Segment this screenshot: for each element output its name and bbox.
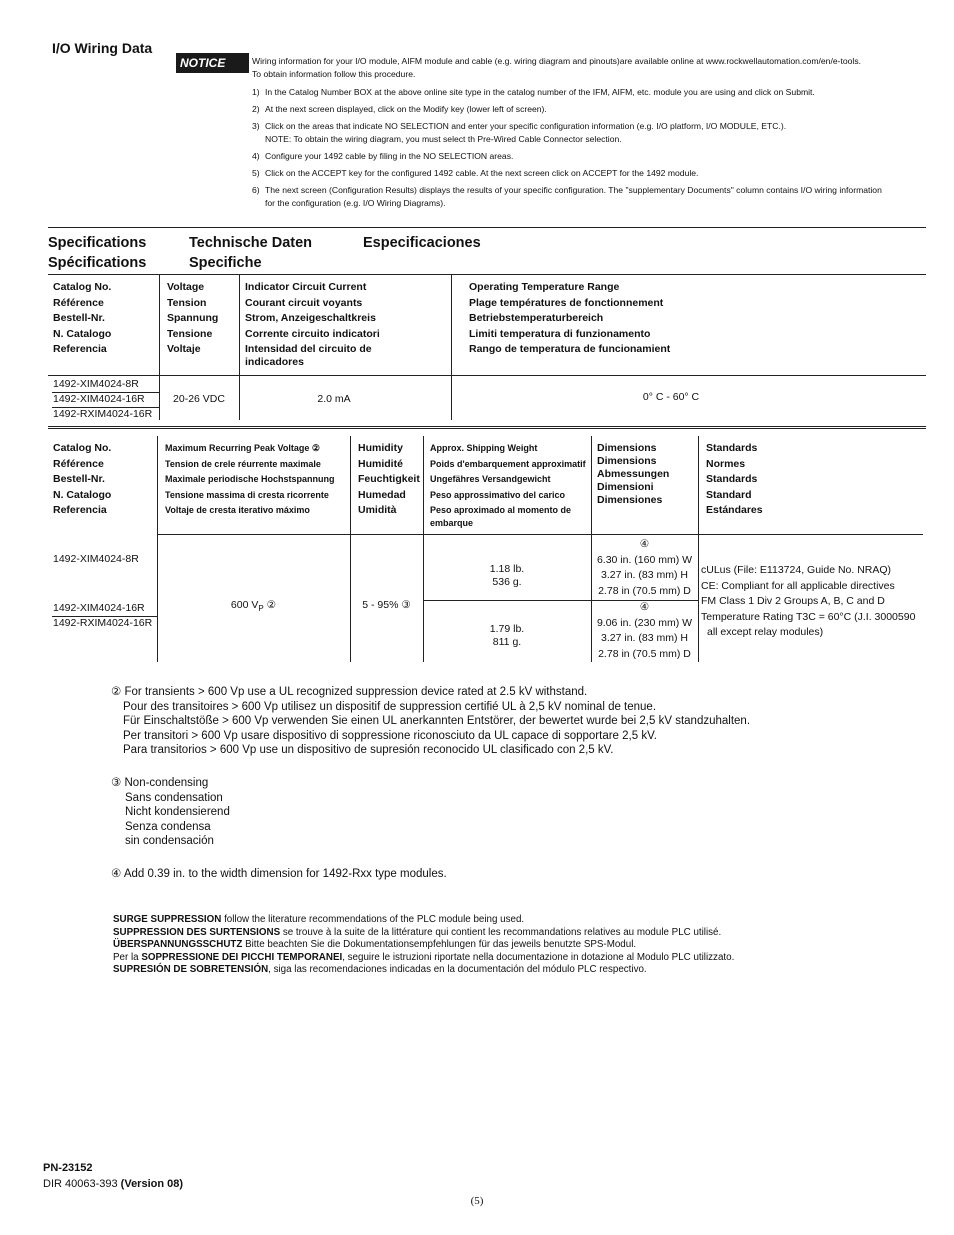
table2-divider [350, 436, 351, 662]
header-line: Strom, Anzeigeschaltkreis [245, 312, 376, 324]
step-text: Configure your 1492 cable by filing in the NO SELECTION areas. [265, 151, 514, 161]
notice-line: Wiring information for your I/O module, AIFM module and cable (e.g. wiring diagram and pinouts)are available online at www.rockwellautomation.com/en/e-tools. [252, 56, 862, 66]
step-text: The next screen (Configuration Results) displays the results of your specific configuration. The "supplementary Documents" column contains I/O wiring information [265, 185, 882, 195]
header-line: Poids d'embarquement approximatif [430, 458, 586, 469]
version-label: (Version 08) [120, 1178, 184, 1190]
surge-term: SOPPRESSIONE DEI PICCHI TEMPORANEI [141, 951, 343, 963]
header-line: Tension de crele réurrente maximale [165, 458, 321, 469]
header-line: Intensidad del circuito de [245, 343, 372, 355]
footnote-4: ④ Add 0.39 in. to the width dimension for 1492-Rxx type modules. [111, 868, 447, 880]
dimensions-row2 [591, 600, 698, 662]
footnote-3 [111, 776, 230, 849]
document-id [43, 1178, 183, 1190]
header-line: Corrente circuito indicatori [245, 327, 380, 340]
table2-header-standards [706, 441, 763, 519]
header-line: Humidité [358, 457, 403, 470]
dimension-depth: 2.78 in (70.5 mm) D [598, 647, 691, 660]
header-line: Maximale periodische Hochstspannung [165, 474, 335, 485]
table1-catalog-cell [53, 377, 139, 392]
dimension-width: 9.06 in. (230 mm) W [596, 616, 693, 629]
table1-catalog-cell [53, 392, 145, 407]
header-line: Rango de temperatura de funcionamient [469, 343, 671, 355]
spec-heading-en: Specifications [48, 235, 147, 251]
note-line: sin condensación [125, 835, 214, 848]
standard-line: FM Class 1 Div 2 Groups A, B, C and D [701, 595, 885, 607]
step-text-note: NOTE: To obtain the wiring diagram, you must select th Pre-Wired Cable Connector selection. [265, 134, 622, 144]
header-line: Plage températures de fonctionnement [469, 296, 664, 309]
note-line: ② For transients > 600 Vp use a UL recognized suppression device rated at 2.5 kV withstand. [111, 686, 588, 698]
table1-header-voltage [167, 280, 218, 358]
header-line: Abmessungen [597, 468, 670, 480]
header-line: Bestell-Nr. [53, 312, 105, 324]
peak-voltage-sub: P [258, 604, 264, 614]
catalog-number: 1492-XIM4024-16R [53, 393, 145, 405]
header-line: Dimensioni [597, 481, 654, 493]
dir-number: DIR 40063-393 [43, 1178, 121, 1190]
notice-text [252, 55, 922, 81]
table2-header-dimensions [597, 442, 669, 507]
step-item [252, 167, 922, 180]
surge-text: Bitte beachten Sie die Dokumentationsempfehlungen für das jeweils benutzte SPS-Modul. [242, 939, 637, 951]
dimension-depth: 2.78 in (70.5 mm) D [598, 584, 691, 597]
header-line: Référence [53, 296, 104, 309]
note-line: Nicht kondensierend [125, 806, 230, 819]
header-line: N. Catalogo [53, 327, 112, 340]
page-number: (5) [470, 1195, 484, 1207]
header-line: Peso aproximado al momento de [430, 505, 572, 516]
header-line: Catalog No. [53, 281, 112, 293]
footnote-marker: ④ [639, 538, 650, 550]
current-value: 2.0 mA [317, 393, 351, 405]
header-line: Approx. Shipping Weight [430, 443, 538, 453]
step-number: 2) [252, 104, 260, 114]
spec-heading-de: Technische Daten [189, 235, 313, 251]
notice-line: To obtain information follow this procedure. [252, 69, 416, 79]
weight-lb: 1.18 lb. [489, 563, 525, 575]
surge-text: se trouve à la suite de la littérature qui contient les recommandations relatives au module PLC utilisé. [280, 926, 722, 938]
surge-text: Per la [113, 951, 142, 963]
header-line: Feuchtigkeit [358, 473, 420, 486]
table2-header-weight [430, 441, 592, 530]
notice-badge: NOTICE [176, 53, 249, 73]
note-line: Sans condensation [125, 791, 223, 804]
note-line: Für Einschaltstöße > 600 Vp verwenden Sie einen UL anerkannten Entstörer, der bewertet wurde bei 2,5 kV standzuhalten. [123, 715, 751, 728]
header-line: indicadores [245, 356, 304, 368]
dimension-height: 3.27 in. (83 mm) H [601, 632, 688, 644]
surge-line-it [113, 952, 933, 965]
step-text: In the Catalog Number BOX at the above online site type in the catalog number of the IFM, AIFM, etc. module you are using and click on Submit. [265, 87, 815, 97]
header-line: Voltaje [167, 343, 201, 355]
note-line: Senza condensa [125, 820, 211, 833]
header-line: Umidità [358, 504, 397, 517]
header-line: Dimensiones [597, 494, 663, 506]
note-line: Para transitorios > 600 Vp use un dispositivo de supresión reconocido UL clasificado con 2,5 kV. [123, 744, 614, 757]
weight-row2 [423, 623, 591, 649]
surge-term: ÜBERSPANNUNGSSCHUTZ [113, 939, 243, 951]
step-number: 5) [252, 168, 260, 178]
step-text: Click on the areas that indicate NO SELECTION and enter your specific configuration information (e.g. I/O platform, I/O MODULE, ETC.). [265, 121, 787, 131]
footnote-marker: ② [266, 599, 277, 611]
spec-heading-fr: Spécifications [48, 255, 147, 271]
humidity-value: 5 - 95% ③ [362, 599, 411, 611]
table2-header-humidity [358, 441, 420, 519]
procedure-steps [252, 86, 922, 214]
header-line: Referencia [53, 504, 107, 516]
surge-suppression-notes [113, 914, 933, 977]
footnote-2 [111, 685, 871, 758]
catalog-number: 1492-XIM4024-8R [53, 378, 139, 390]
standards-value [701, 563, 936, 641]
header-line: embarque [430, 518, 474, 529]
footnote-marker: ④ [639, 601, 650, 613]
table1-header-temperature [469, 280, 670, 358]
table-divider-double [48, 426, 926, 429]
header-line: Bestell-Nr. [53, 473, 105, 485]
step-number: 4) [252, 151, 260, 161]
header-line: Maximum Recurring Peak Voltage ② [165, 443, 320, 453]
temperature-value: 0° C - 60° C [642, 391, 700, 403]
table1-header-border [48, 375, 926, 376]
weight-row1 [423, 563, 591, 589]
weight-g: 536 g. [492, 576, 522, 588]
header-line: Standards [706, 473, 758, 486]
surge-line-es [113, 964, 933, 977]
standard-line: all except relay modules) [707, 626, 824, 638]
weight-g: 811 g. [492, 636, 522, 648]
surge-line-en [113, 914, 933, 927]
surge-text: follow the literature recommendations of the PLC module being used. [221, 914, 525, 925]
header-line: Peso approssimativo del carico [430, 489, 566, 500]
weight-lb: 1.79 lb. [489, 623, 525, 635]
header-line: Dimensions [597, 442, 657, 454]
header-line: Tensione massima di cresta ricorrente [165, 489, 329, 500]
header-line: Catalog No. [53, 442, 112, 454]
header-line: Courant circuit voyants [245, 296, 363, 309]
standard-line: Temperature Rating T3C = 60°C (J.I. 3000590 [701, 610, 916, 623]
header-line: Standard [706, 488, 752, 501]
table1-header-catalog [53, 280, 111, 358]
table2-header-catalog [53, 441, 111, 519]
header-line: Ungefähres Versandgewicht [430, 474, 551, 485]
catalog-number: 1492-RXIM4024-16R [53, 408, 153, 420]
step-number: 3) [252, 121, 260, 131]
spec-heading-es: Especificaciones [363, 235, 481, 251]
header-line: Dimensions [597, 455, 657, 467]
table1-header-indicator [245, 280, 450, 369]
dimension-width: 6.30 in. (160 mm) W [596, 553, 693, 566]
table2-divider [157, 436, 158, 662]
voltage-value: 20-26 VDC [173, 393, 225, 405]
peak-voltage-value [157, 599, 350, 613]
header-line: Referencia [53, 343, 107, 355]
note-line: Pour des transitoires > 600 Vp utilisez un dispositif de suppression certifié UL à 2,5 kV nominal de tenue. [123, 700, 657, 713]
step-number: 6) [252, 185, 260, 195]
header-line: Voltage [167, 281, 205, 293]
table2-header-border [157, 534, 923, 535]
step-text-cont: for the configuration (e.g. I/O Wiring Diagrams). [265, 198, 446, 208]
header-line: Standards [706, 442, 758, 454]
header-line: Indicator Circuit Current [245, 281, 367, 293]
step-text: Click on the ACCEPT key for the configured 1492 cable. At the next screen click on ACCEPT for the 1492 module. [265, 168, 699, 178]
dimensions-row1 [591, 537, 698, 599]
table2-divider [698, 436, 699, 662]
spec-heading-it: Specifiche [189, 255, 262, 271]
table2-catalog-row2a: 1492-XIM4024-16R [53, 602, 145, 614]
header-line: Tensione [167, 327, 213, 340]
surge-term: SURGE SUPPRESSION [113, 914, 222, 925]
header-line: Normes [706, 457, 746, 470]
note-line: Per transitori > 600 Vp usare dispositivo di soppressione riconosciuto da UL capace di sopportare 2,5 kV. [123, 729, 657, 742]
header-line: Humedad [358, 488, 406, 501]
header-line: Tension [167, 296, 207, 309]
header-line: Betriebstemperaturbereich [469, 312, 604, 324]
surge-line-de [113, 939, 933, 952]
table2-catalog-row2b: 1492-RXIM4024-16R [53, 617, 153, 629]
step-item [252, 86, 922, 99]
step-item [252, 184, 922, 210]
header-line: Référence [53, 457, 104, 470]
header-line: Limiti temperatura di funzionamento [469, 327, 651, 340]
step-text: At the next screen displayed, click on the Modify key (lower left of screen). [265, 104, 547, 114]
header-line: Operating Temperature Range [469, 281, 620, 293]
standard-line: cULus (File: E113724, Guide No. NRAQ) [701, 564, 892, 576]
step-item [252, 120, 922, 146]
standard-line: CE: Compliant for all applicable directives [701, 579, 895, 592]
header-line: Humidity [358, 442, 403, 454]
surge-text: , siga las recomendaciones indicadas en la documentación del módulo PLC respectivo. [268, 964, 647, 976]
step-number: 1) [252, 87, 260, 97]
step-item [252, 150, 922, 163]
header-line: Voltaje de cresta iterativo máximo [165, 505, 310, 516]
part-number: PN-23152 [43, 1162, 93, 1174]
section-divider [48, 227, 926, 228]
surge-line-fr [113, 927, 933, 940]
note-line: ③ Non-condensing [111, 777, 209, 789]
table2-header-peak-voltage [165, 441, 350, 519]
header-line: Estándares [706, 504, 763, 517]
header-line: N. Catalogo [53, 488, 112, 501]
peak-voltage-number: 600 V [230, 599, 259, 611]
dimension-height: 3.27 in. (83 mm) H [601, 569, 688, 581]
header-line: Spannung [167, 312, 219, 324]
table1-top-border [48, 274, 926, 275]
step-item [252, 103, 922, 116]
surge-text: , seguire le istruzioni riportate nella documentazione in dotazione al Modulo PLC utilizzato. [342, 951, 735, 963]
table1-catalog-cell [53, 407, 152, 422]
io-wiring-title: I/O Wiring Data [52, 40, 153, 56]
surge-term: SUPPRESSION DES SURTENSIONS [113, 926, 281, 938]
table2-catalog-row1: 1492-XIM4024-8R [53, 553, 139, 565]
surge-term: SUPRESIÓN DE SOBRETENSIÓN [113, 964, 269, 976]
